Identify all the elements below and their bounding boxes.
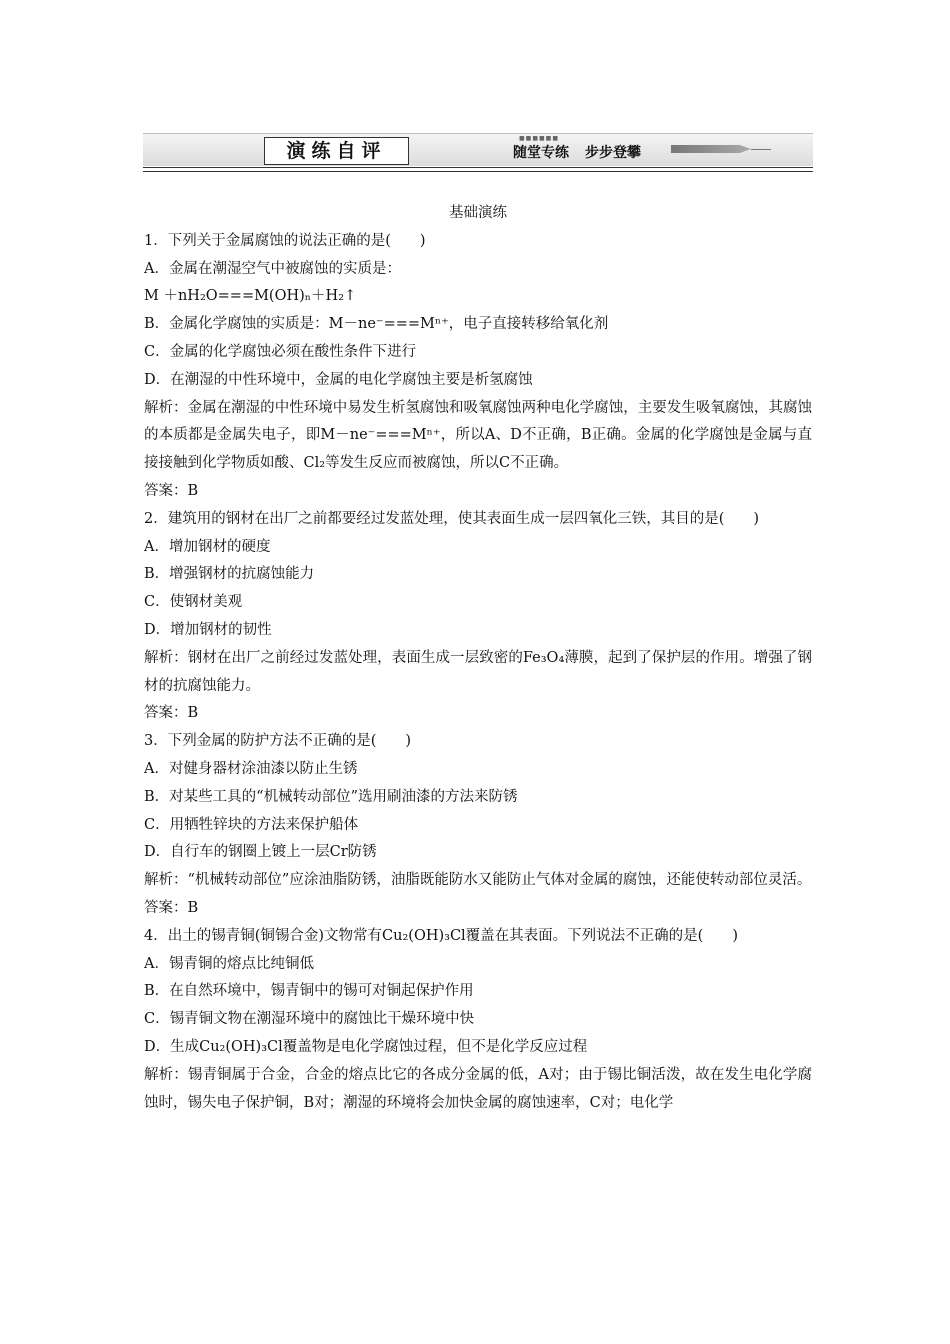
q3-analysis: 解析：“机械转动部位”应涂油脂防锈，油脂既能防水又能防止气体对金属的腐蚀，还能使转动部位灵活。: [144, 872, 812, 889]
q3-option-d: D．自行车的钢圈上镀上一层Cr防锈: [144, 844, 377, 861]
q2-option-c: C．使钢材美观: [144, 594, 243, 611]
q1-option-b: B．金属化学腐蚀的实质是：M－ne⁻===Mⁿ⁺，电子直接转移给氧化剂: [144, 316, 609, 333]
slogan-right: 步步登攀: [585, 145, 641, 161]
q3-option-b: B．对某些工具的“机械转动部位”选用刷油漆的方法来防锈: [144, 788, 518, 805]
q4-option-a: A．锡青铜的熔点比纯铜低: [144, 955, 314, 972]
q4-option-b: B．在自然环境中，锡青铜中的锡可对铜起保护作用: [144, 983, 474, 1000]
banner-arrow-icon: [671, 145, 751, 153]
q1-option-c: C．金属的化学腐蚀必须在酸性条件下进行: [144, 343, 417, 360]
q4-option-c: C．锡青铜文物在潮湿环境中的腐蚀比干燥环境中快: [144, 1011, 475, 1028]
section-banner: [143, 131, 813, 169]
slogan-left: 随堂专练: [513, 145, 569, 161]
q1-option-a: A．金属在潮湿空气中被腐蚀的实质是：: [144, 260, 401, 277]
exercise-content: [144, 200, 812, 1117]
q1-option-a-equation: M ＋nH₂O===M(OH)ₙ＋H₂↑: [144, 288, 357, 305]
banner-title: 演练自评: [264, 137, 409, 165]
q2-answer: 答案：B: [144, 705, 199, 722]
q4-option-d: D．生成Cu₂(OH)₃Cl覆盖物是电化学腐蚀过程，但不是化学反应过程: [144, 1038, 588, 1055]
q3-stem: 3．下列金属的防护方法不正确的是( ): [144, 733, 412, 750]
q2-stem: 2．建筑用的钢材在出厂之前都要经过发蓝处理，使其表面生成一层四氧化三铁，其目的是( ): [144, 510, 760, 527]
banner-slogan: [513, 142, 641, 162]
q1-option-d: D．在潮湿的中性环境中，金属的电化学腐蚀主要是析氢腐蚀: [144, 371, 533, 388]
q3-option-c: C．用牺牲锌块的方法来保护船体: [144, 816, 359, 833]
q1-answer: 答案：B: [144, 482, 199, 499]
banner-tail-line: [751, 149, 771, 150]
q2-option-a: A．增加钢材的硬度: [144, 538, 271, 555]
q3-option-a: A．对健身器材涂油漆以防止生锈: [144, 760, 358, 777]
q2-option-d: D．增加钢材的韧性: [144, 621, 272, 638]
q3-answer: 答案：B: [144, 899, 199, 916]
q4-analysis: 解析：锡青铜属于合金，合金的熔点比它的各成分金属的低，A对；由于锡比铜活泼，故在发生电化学腐蚀时，锡失电子保护铜，B对；潮湿的环境将会加快金属的腐蚀速率，C对；电化学: [144, 1066, 812, 1111]
q4-stem: 4．出土的锡青铜(铜锡合金)文物常有Cu₂(OH)₃Cl覆盖在其表面。下列说法不正确的是( ): [144, 927, 738, 944]
section-title: 基础演练: [449, 205, 507, 221]
q2-option-b: B．增强钢材的抗腐蚀能力: [144, 566, 315, 583]
banner-dots: ■■■■■■: [519, 135, 560, 142]
q1-stem: 1．下列关于金属腐蚀的说法正确的是( ): [144, 232, 426, 249]
q1-analysis: 解析：金属在潮湿的中性环境中易发生析氢腐蚀和吸氧腐蚀两种电化学腐蚀，主要发生吸氧腐蚀，其腐蚀的本质都是金属失电子，即M－ne⁻===Mⁿ⁺，所以A、D不正确，B正确。金属的化学腐蚀是金属与直接接触到化学物质如酸、Cl₂等发生反应而被腐蚀，所以C不正确。: [144, 399, 812, 472]
q2-analysis: 解析：钢材在出厂之前经过发蓝处理，表面生成一层致密的Fe₃O₄薄膜，起到了保护层的作用。增强了钢材的抗腐蚀能力。: [144, 649, 812, 694]
banner-double-rule: [143, 167, 813, 172]
